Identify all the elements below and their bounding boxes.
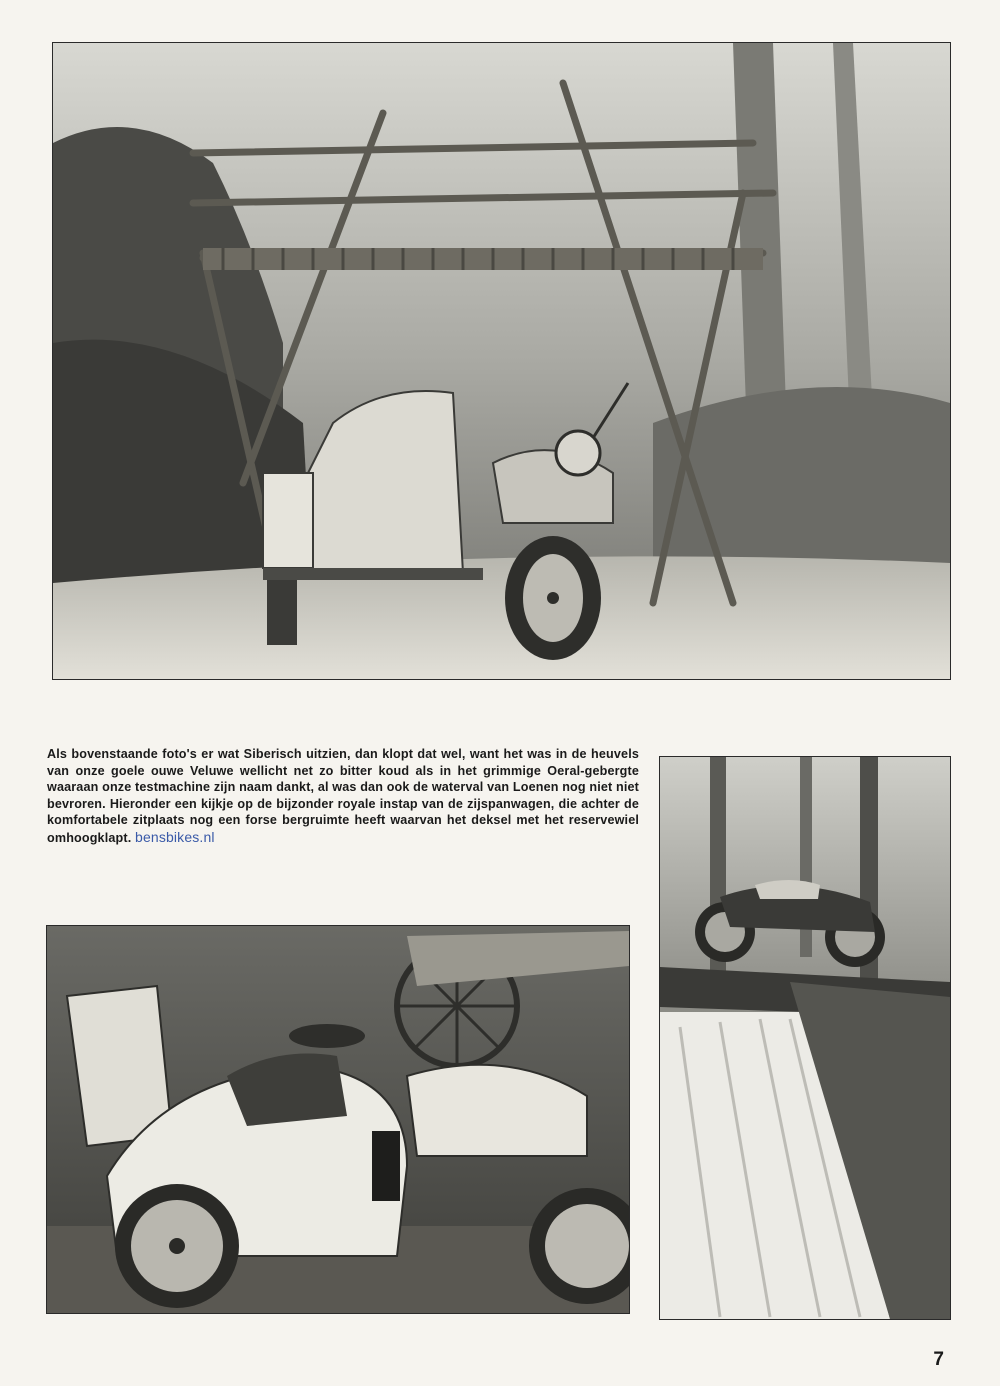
photo-sidecar-open-boot-image bbox=[47, 926, 629, 1313]
photo-motorcycle-waterfall bbox=[659, 756, 951, 1320]
photo-sidecar-under-gate-image bbox=[53, 43, 950, 679]
photo-motorcycle-waterfall-image bbox=[660, 757, 950, 1319]
caption-text: Als bovenstaande foto's er wat Siberisch uitzien, dan klopt dat wel, want het was in de heuvels van onze goele ouwe Veluwe wellicht net zo bitter koud als in het grimmige Oeral-gebergte waaraan onze testmachine zijn naam dankt, al was dan ook de waterval van Loenen nog niet niet bevroren. Hieronder een kijkje op de bijzonder royale instap van de zijspanwagen, die achter de komfortabele zitplaats nog een forse bergruimte heeft waarvan het deksel met het reservewiel omhoogklapt. bbox=[47, 747, 640, 845]
photo-caption bbox=[47, 746, 639, 847]
watermark: bensbikes.nl bbox=[135, 828, 215, 845]
page-number: 7 bbox=[933, 1349, 944, 1370]
photo-sidecar-under-gate bbox=[52, 42, 951, 680]
photo-sidecar-open-boot bbox=[46, 925, 630, 1314]
